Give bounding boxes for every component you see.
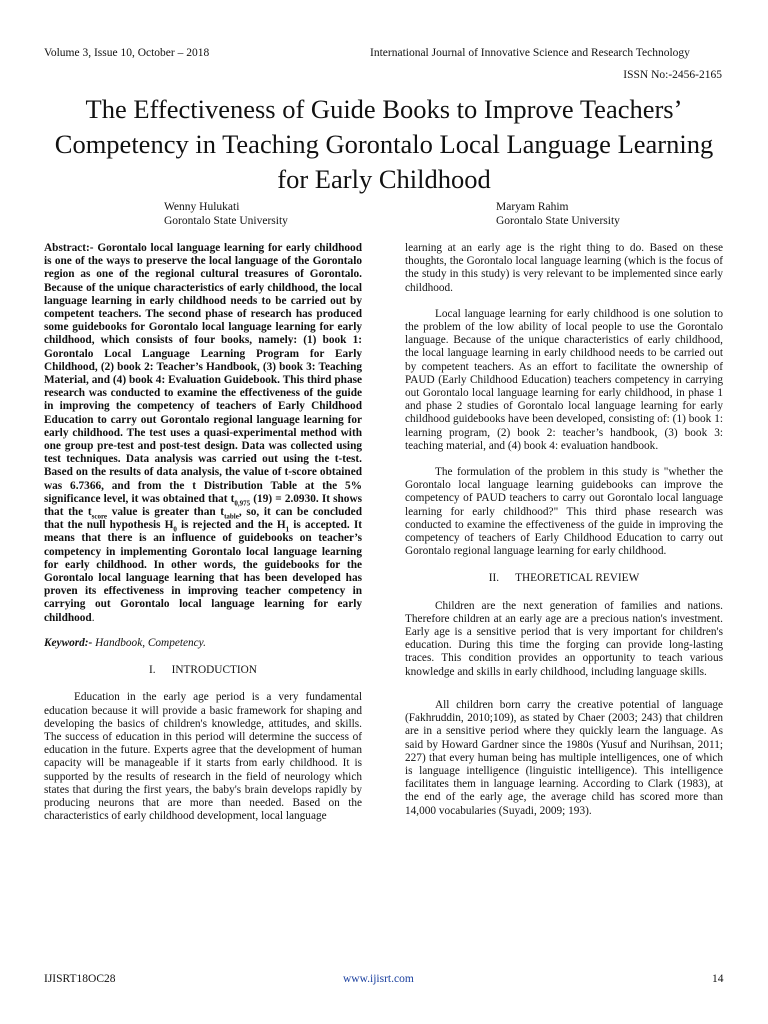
- footer-journal-url[interactable]: www.ijisrt.com: [343, 973, 414, 985]
- abstract-part2: (19) = 2.0930. It shows that the t: [44, 492, 363, 519]
- paper-title: The Effectiveness of Guide Books to Improve Teachers’ Competency in Teaching Gorontalo Local Language Learning for Early Childhood: [54, 94, 714, 194]
- keywords-text: Handbook, Competency.: [92, 636, 206, 649]
- author-1: [164, 200, 288, 228]
- section-heading-introduction: [44, 664, 362, 677]
- author-2-name: Maryam Rahim: [496, 201, 569, 213]
- review-paragraph-2: All children born carry the creative potential of language (Fakhruddin, 2010;109), as stated by Chaer (2003; 243) that children are in a sensitive period where they quickly learn the language. As said by Howard Gardner since the 1980s (Yusuf and Nurihsan, 2011; 227) that every human being has multiple intelligences, one of which is language intelligence (linguistic intelligence). This intelligence facilitates them in language learning. According to Clark (1983), at the end of the early age, the average child has scored more than 14,000 vocabularies (Suyadi, 2009; 193).: [405, 698, 723, 817]
- intro-paragraph-1: Education in the early age period is a very fundamental education because it will provide a basic framework for shaping and developing the basics of children's knowledge, attitudes, and skills. The success of education in this period will determine the success of education in the future. Experts agree that the development of human capacity will be manageable if it starts from early childhood. It is supported by the results of research in the field of neurology which states that during the first years, the baby's brain develops rapidly by producing neurons that are more than needed. Based on the characteristics of early childhood development, local language: [44, 691, 362, 823]
- footer-paper-code: IJISRT18OC28: [44, 973, 116, 985]
- section-title: INTRODUCTION: [171, 664, 257, 677]
- keywords-label: Keyword:-: [44, 636, 93, 649]
- abstract-part4: , so, it can be concluded that the null hypothesis H: [44, 506, 362, 532]
- abstract-sub4: 0: [173, 525, 177, 534]
- intro-paragraph-3: The formulation of the problem in this study is "whether the Gorontalo local language learning guidebooks can improve the competency of PAUD teachers to carry out Gorontalo local language learning for early childhood?" This third phase research was conducted to examine the effectiveness of the guide in improving the competency of teachers of Early Childhood Education to carry out Gorontalo regional language learning for early childhood.: [405, 466, 723, 558]
- author-2-affiliation: Gorontalo State University: [496, 215, 620, 227]
- footer-page-number: 14: [712, 973, 724, 985]
- intro-paragraph-continued: learning at an early age is the right thing to do. Based on these thoughts, the Gorontalo local language learning (which is the focus of the study in this study) is very relevant to be implemented since early childhood.: [405, 242, 723, 294]
- intro-paragraph-2: Local language learning for early childhood is one solution to the problem of the low ability of local people to use the Gorontalo language. Because of the unique characteristics of early childhood, the local language learning in early childhood needs to be carried out by competent teachers. As an effort to facilitate the ownership of PAUD (Early Childhood Education) teachers competency in carrying out Gorontalo local language learning for early childhood, in phase 1 and phase 2 studies of Gorontalo local language learning for early childhood guidebooks have been developed, consisting of: (1) book 1: learning program, (2) book 2: teacher’s handbook, (3) book 3: teaching material, and (4) book 4: evaluation handbook.: [405, 307, 723, 452]
- author-1-name: Wenny Hulukati: [164, 201, 240, 213]
- abstract: [44, 242, 362, 625]
- abstract-sub2: score: [91, 512, 108, 521]
- section-heading-theoretical-review: [405, 572, 723, 585]
- abstract-sub5: 1: [285, 525, 290, 534]
- section-number: II.: [488, 572, 500, 585]
- abstract-part6: is accepted. It means that there is an influence of guidebooks on teacher’s competency in implementing Gorontalo local language learning for early childhood. In other words, the guidebooks for the Gorontalo local language learning that has been developed has proven its effectiveness in improving teacher competency in carrying out Gorontalo local language learning for early childhood: [44, 519, 362, 624]
- author-2: [496, 200, 620, 228]
- header-volume: Volume 3, Issue 10, October – 2018: [44, 47, 210, 59]
- right-column: [405, 242, 723, 818]
- abstract-sub1: 0,975: [234, 499, 251, 508]
- review-paragraph-1: Children are the next generation of families and nations. Therefore children at an early age are a precious nation's investment. Early age is a sensitive period that is very important for children's education. During this time the forging can provide long-lasting traces. This condition provides an opportunity to teach various knowledge and skills in early childhood, including language skills.: [405, 599, 723, 678]
- abstract-part3: value is greater than t: [107, 506, 225, 519]
- header-issn: ISSN No:-2456-2165: [623, 69, 722, 81]
- left-column: [44, 242, 362, 823]
- abstract-part1: Abstract:- Gorontalo local language learning for early childhood is one of the ways to preserve the local language of the Gorontalo region as one of the regional cultural treasures of Gorontalo. Because of the unique characteristics of early childhood, the local language learning in early childhood needs to be carried out by competent teachers. The second phase of research has produced some guidebooks for Gorontalo local language learning for early childhood, which consists of four books, namely: (1) book 1: Gorontalo Local Language Learning Program for Early Childhood, (2) book 2: Teacher’s Handbook, (3) book 3: Teaching Material, and (4) book 4: Evaluation Guidebook. This third phase research was conducted to examine the effectiveness of the guide in improving the competency of teachers of Early Childhood Education to carry out Gorontalo regional language learning for early childhood. The test uses a quasi-experimental method with one group pre-test and post-test design. Data was collected using test techniques. Data analysis was carried out using the t-test. Based on the results of data analysis, the value of t-score obtained was 6.7366, and from the t Distribution Table at the 5% significance level, it was obtained that t: [44, 242, 362, 505]
- header-journal: International Journal of Innovative Science and Research Technology: [370, 47, 690, 59]
- abstract-end: .: [91, 611, 95, 624]
- section-title: THEORETICAL REVIEW: [515, 572, 640, 585]
- keywords: [44, 637, 362, 650]
- abstract-part5: is rejected and the H: [176, 519, 286, 532]
- abstract-sub3: table: [224, 512, 239, 521]
- section-number: I.: [149, 664, 156, 677]
- author-1-affiliation: Gorontalo State University: [164, 215, 288, 227]
